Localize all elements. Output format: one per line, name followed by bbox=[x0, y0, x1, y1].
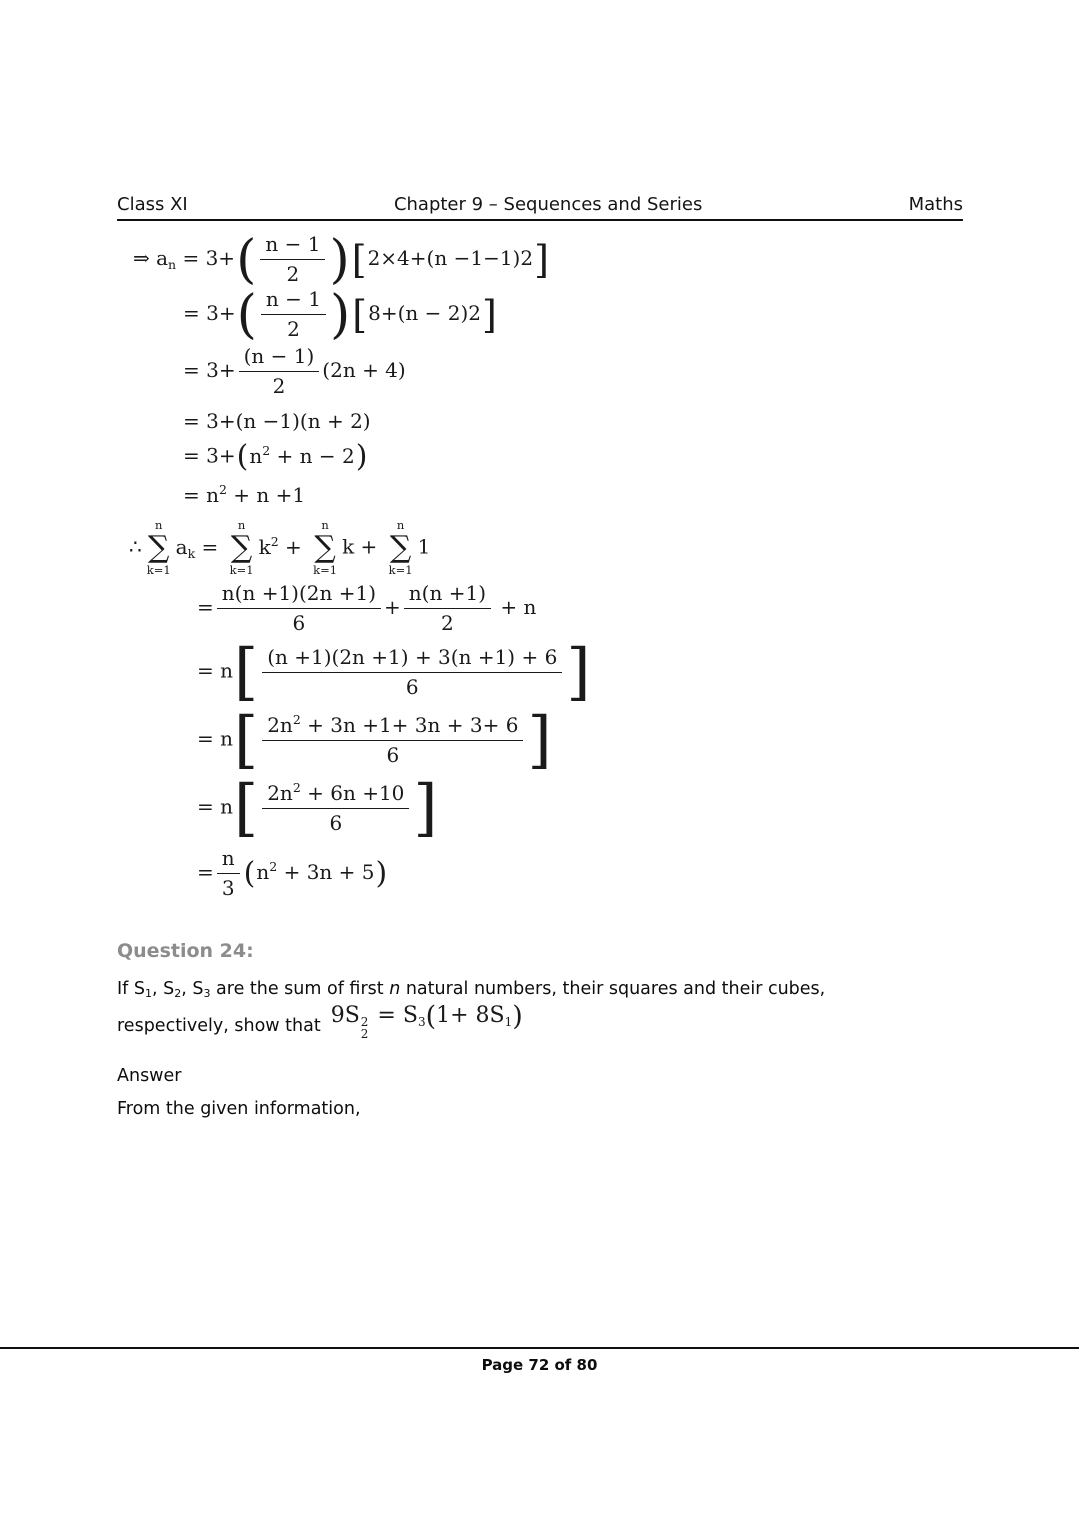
math-token: = 3+ bbox=[183, 301, 236, 325]
big-right-bracket: ] bbox=[482, 292, 497, 337]
fraction bbox=[261, 288, 326, 341]
left-paren: ( bbox=[236, 439, 249, 474]
sum-lower-limit: k=1 bbox=[313, 562, 338, 577]
left-paren: ( bbox=[243, 855, 256, 891]
fraction bbox=[260, 233, 325, 286]
question-text: If S1, S2, S3 are the sum of first n natural numbers, their squares and their cubes, bbox=[117, 979, 826, 1000]
superscript: 2 bbox=[270, 533, 279, 549]
big-right-paren: ) bbox=[329, 284, 351, 345]
subscript: 2 bbox=[174, 987, 182, 1000]
big-left-paren: ( bbox=[236, 284, 257, 345]
sigma-icon: ∑ bbox=[389, 529, 412, 565]
big-left-bracket: [ bbox=[234, 703, 259, 776]
fraction-denominator: 2 bbox=[272, 374, 286, 398]
math-token: (2n + 4) bbox=[322, 358, 406, 382]
sigma-icon: ∑ bbox=[147, 529, 170, 565]
header-class-label: Class XI bbox=[117, 194, 188, 215]
sum-lower-limit: k=1 bbox=[229, 562, 254, 577]
big-left-bracket: [ bbox=[234, 771, 259, 844]
fraction-denominator: 6 bbox=[386, 743, 400, 767]
fraction bbox=[239, 345, 320, 398]
stacked-sup-sub bbox=[361, 1016, 369, 1041]
math-token: = $n^2 + n +1$ bbox=[183, 482, 306, 507]
math-token: 2×4+(n −1−1)2 bbox=[367, 246, 534, 270]
sum-lower-limit: k=1 bbox=[388, 562, 413, 577]
right-paren: ) bbox=[375, 855, 388, 891]
big-left-paren: ( bbox=[236, 229, 257, 290]
big-right-bracket: ] bbox=[534, 237, 549, 282]
answer-label: Answer bbox=[117, 1066, 182, 1087]
fraction-numerator: (n − 1) bbox=[239, 345, 320, 372]
big-left-bracket: [ bbox=[234, 635, 259, 708]
right-paren: ) bbox=[355, 439, 368, 474]
superscript: 2 bbox=[269, 859, 278, 874]
answer-intro-text: From the given information, bbox=[117, 1099, 361, 1120]
math-token: = n bbox=[197, 658, 233, 683]
header-chapter-title: Chapter 9 – Sequences and Series bbox=[393, 194, 703, 215]
subscript: k bbox=[187, 545, 196, 561]
math-token: 8+(n − 2)2 bbox=[368, 301, 481, 325]
right-paren: ) bbox=[512, 1000, 523, 1032]
summation-symbol bbox=[147, 520, 171, 576]
sigma-icon: ∑ bbox=[230, 529, 253, 565]
equation-line-9 bbox=[197, 635, 963, 708]
math-token: $k^2$ + bbox=[258, 533, 309, 559]
equation-line-6 bbox=[183, 483, 963, 507]
subscript: n bbox=[168, 257, 177, 272]
fraction bbox=[262, 646, 562, 699]
sum-lower-limit: k=1 bbox=[146, 562, 171, 577]
big-right-bracket: ] bbox=[566, 635, 591, 708]
math-token: + bbox=[384, 595, 401, 619]
fraction-numerator: n(n +1)(2n +1) bbox=[217, 582, 381, 609]
math-token: = 3+ bbox=[183, 358, 236, 382]
sum-upper-limit: n bbox=[237, 518, 246, 532]
fraction-numerator: (n +1)(2n +1) + 3(n +1) + 6 bbox=[262, 646, 562, 673]
summation-symbol bbox=[389, 520, 413, 576]
fraction-denominator: 6 bbox=[329, 811, 343, 835]
equation-line-8 bbox=[197, 582, 963, 635]
page-number: Page 72 of 80 bbox=[481, 1356, 598, 1374]
fraction-denominator: 2 bbox=[286, 262, 300, 286]
fraction bbox=[217, 847, 240, 900]
big-right-bracket: ] bbox=[413, 771, 438, 844]
fraction-denominator: 6 bbox=[405, 674, 419, 699]
fraction bbox=[404, 582, 491, 635]
math-token: = 3+ bbox=[183, 443, 236, 468]
subscript: 2 bbox=[360, 1027, 369, 1042]
summation-symbol bbox=[313, 520, 337, 576]
page-header bbox=[117, 194, 963, 221]
fraction-numerator: n − 1 bbox=[260, 233, 325, 260]
equation-line-11 bbox=[197, 771, 963, 844]
equation-line-4 bbox=[183, 410, 963, 433]
sum-upper-limit: n bbox=[154, 518, 163, 532]
summation-symbol bbox=[230, 520, 254, 576]
superscript: 2 bbox=[219, 482, 227, 497]
math-token: $a_k$ = bbox=[175, 534, 225, 561]
math-token: k + bbox=[342, 534, 384, 559]
superscript: 2 bbox=[292, 712, 301, 727]
fraction-numerator: n bbox=[217, 847, 240, 874]
fraction bbox=[217, 582, 381, 635]
header-subject-label: Maths bbox=[908, 194, 963, 215]
equation-line-5 bbox=[183, 439, 963, 474]
equation-line-3 bbox=[183, 345, 963, 398]
subscript: 1 bbox=[145, 987, 152, 1000]
fraction-denominator: 3 bbox=[221, 876, 235, 900]
big-left-bracket: [ bbox=[351, 237, 367, 282]
derivation-block bbox=[117, 229, 963, 900]
left-paren: ( bbox=[425, 1000, 437, 1032]
fraction-denominator: 2 bbox=[287, 317, 300, 341]
fraction-denominator: 6 bbox=[292, 611, 306, 635]
question-text-continued: respectively, show that 9S 2 2 = S3(1+ 8S1) bbox=[117, 1000, 523, 1042]
math-token: + n bbox=[494, 595, 537, 619]
inline-formula: 9S 2 2 = S3(1+ 8S1) bbox=[330, 1000, 523, 1042]
superscript: 2 bbox=[262, 442, 271, 458]
math-token: $n^2 + n - 2$ bbox=[249, 442, 355, 468]
math-token: = bbox=[197, 595, 214, 619]
equation-line-12 bbox=[197, 847, 963, 900]
equation-line-2 bbox=[183, 284, 963, 345]
sum-upper-limit: n bbox=[321, 518, 329, 532]
fraction-numerator: n − 1 bbox=[261, 288, 326, 315]
question-heading: Question 24: bbox=[117, 940, 254, 962]
math-token: = bbox=[197, 860, 214, 884]
superscript: 2 bbox=[292, 780, 301, 795]
equation-line-1 bbox=[133, 229, 963, 290]
big-right-paren: ) bbox=[329, 229, 350, 290]
math-token: ⇒ $a_n = 3+$ bbox=[133, 246, 236, 272]
fraction-numerator: $2n^2 + 6n +10$ bbox=[262, 781, 409, 809]
fraction-numerator: n(n +1) bbox=[404, 582, 491, 609]
fraction bbox=[262, 713, 523, 767]
superscript: 2 bbox=[360, 1014, 369, 1029]
therefore-symbol: ∴ bbox=[129, 534, 142, 559]
fraction bbox=[262, 781, 409, 835]
math-token: $n^2 + 3n + 5$ bbox=[256, 859, 375, 884]
subscript: 3 bbox=[203, 987, 211, 1000]
subscript: 1 bbox=[504, 1014, 513, 1029]
math-token: = 3+(n −1)(n + 2) bbox=[183, 409, 371, 433]
fraction-denominator: 2 bbox=[441, 611, 454, 635]
subscript: 3 bbox=[417, 1014, 426, 1029]
equation-line-10 bbox=[197, 703, 963, 776]
italic-variable-n: n bbox=[389, 979, 401, 999]
math-token: = n bbox=[197, 726, 233, 751]
math-token: = n bbox=[197, 794, 233, 819]
fraction-numerator: $2n^2 + 3n +1+ 3n + 3+ 6$ bbox=[262, 713, 523, 741]
equation-line-7 bbox=[129, 520, 963, 576]
big-right-bracket: ] bbox=[527, 703, 552, 776]
sum-upper-limit: n bbox=[396, 518, 405, 532]
footer-divider bbox=[0, 1347, 1079, 1349]
math-token: 1 bbox=[417, 534, 431, 559]
sigma-icon: ∑ bbox=[314, 529, 336, 565]
big-left-bracket: [ bbox=[352, 292, 368, 337]
